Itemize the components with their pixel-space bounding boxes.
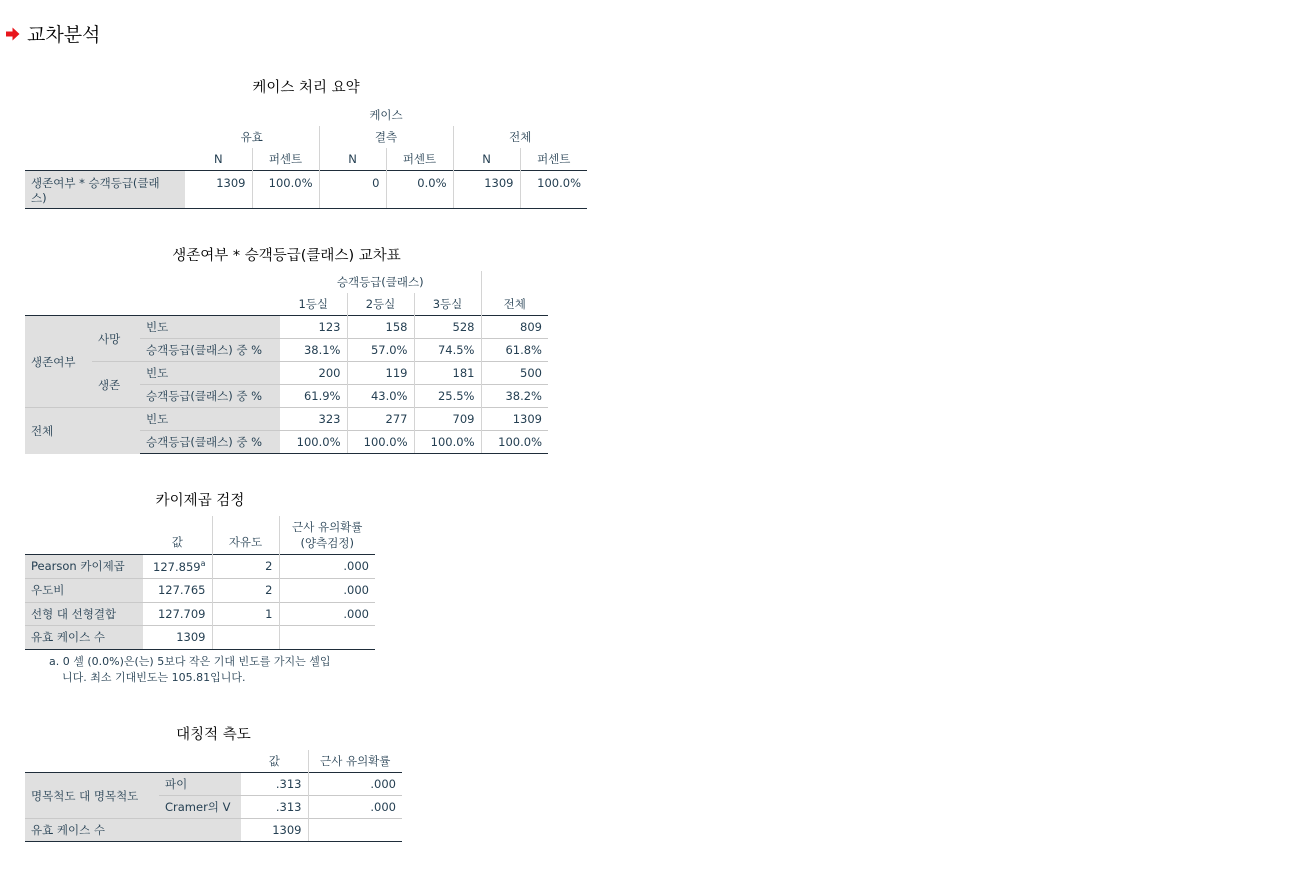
cell-value (279, 625, 375, 649)
cell-value: .313 (241, 796, 308, 819)
col-group-total: 전체 (453, 126, 587, 148)
table-row (25, 602, 375, 625)
row-label: 선형 대 선형결합 (25, 602, 143, 625)
row-label: 유효 케이스 수 (25, 625, 143, 649)
cell-value: 158 (347, 316, 414, 339)
table-row (25, 773, 402, 796)
case-summary-table (25, 104, 587, 209)
group-header-cases: 케이스 (369, 108, 403, 122)
chi-square-table (25, 516, 375, 650)
col-header: 1등실 (298, 297, 329, 311)
cell-value: 123 (280, 316, 347, 339)
row-label-cat: 생존 (92, 362, 140, 408)
row-label: 유효 케이스 수 (25, 819, 241, 842)
cell-value: .000 (308, 796, 402, 819)
table-row (25, 408, 548, 431)
right-arrow-icon (6, 27, 20, 41)
cell-value: 100.0% (347, 431, 414, 454)
cell-value: 100.0% (280, 431, 347, 454)
row-label: Pearson 카이제곱 (25, 554, 143, 578)
table4-title: 대칭적 측도 (176, 727, 251, 743)
cell-value: 57.0% (347, 339, 414, 362)
col-header-value: 값 (268, 754, 280, 768)
table-row (25, 819, 402, 842)
row-label-stat: 승객등급(클래스) 중 % (140, 385, 280, 408)
row-label-stat: 승객등급(클래스) 중 % (140, 431, 280, 454)
cell-value: 528 (414, 316, 481, 339)
table3-title: 카이제곱 검정 (155, 493, 245, 509)
cell-value: .000 (308, 773, 402, 796)
row-label: 우도비 (25, 578, 143, 602)
col-header-value: 값 (171, 534, 183, 549)
cell-value: 100.0% (520, 171, 587, 209)
row-label-stat: 빈도 (140, 408, 280, 431)
cell-value: 2 (212, 554, 279, 578)
cell-value: 100.0% (481, 431, 548, 454)
cell-value: 25.5% (414, 385, 481, 408)
cell-value: 1309 (185, 171, 252, 209)
cell-value: 127.765 (143, 578, 212, 602)
cell-value: 277 (347, 408, 414, 431)
cell-value: .000 (279, 554, 375, 578)
table2-title: 생존여부 * 승객등급(클래스) 교차표 (172, 248, 401, 264)
cell-value: 74.5% (414, 339, 481, 362)
cell-value: 1309 (453, 171, 520, 209)
col-group-valid: 유효 (240, 130, 263, 144)
cell-value: .000 (279, 602, 375, 625)
row-label-var: 생존여부 (25, 316, 92, 408)
cell-value: 1309 (143, 625, 212, 649)
cell-value: 127.709 (143, 602, 212, 625)
col-header: N (213, 152, 223, 166)
cell-value: 43.0% (347, 385, 414, 408)
cell-value: 1309 (481, 408, 548, 431)
table-row (25, 625, 375, 649)
cell-value: 500 (481, 362, 548, 385)
cell-value: 2 (212, 578, 279, 602)
row-label: 파이 (159, 773, 241, 796)
row-label-stat: 빈도 (140, 362, 280, 385)
cell-value (308, 819, 402, 842)
col-header: N (453, 148, 520, 171)
cell-value: 0.0% (386, 171, 453, 209)
table-row (25, 554, 375, 578)
row-label: Cramer의 V (159, 796, 241, 819)
row-label: 생존여부 * 승객등급(클래 스) (25, 171, 185, 209)
row-label-cat: 사망 (92, 316, 140, 362)
crosstab-table (25, 271, 548, 454)
cell-value: 38.2% (481, 385, 548, 408)
cell-value: .000 (279, 578, 375, 602)
col-header: 퍼센트 (520, 148, 587, 171)
col-header-sig: 근사 유의확률 (308, 750, 402, 773)
cell-value: 1 (212, 602, 279, 625)
col-header-df: 자유도 (212, 516, 279, 554)
cell-value: 127.859$^a$ (143, 554, 212, 578)
cell-value: 38.1% (280, 339, 347, 362)
cell-value: 61.9% (280, 385, 347, 408)
col-header: 퍼센트 (386, 148, 453, 171)
cell-value: .313 (241, 773, 308, 796)
cell-value: 809 (481, 316, 548, 339)
row-label-stat: 승객등급(클래스) 중 % (140, 339, 280, 362)
cell-value: 709 (414, 408, 481, 431)
col-group-missing: 결측 (319, 126, 453, 148)
row-label-stat: 빈도 (140, 316, 280, 339)
cell-value (212, 625, 279, 649)
col-header: 3등실 (414, 293, 481, 316)
cell-value: 119 (347, 362, 414, 385)
footnote: a. 0 셀 (0.0%)은(는) 5보다 작은 기대 빈도를 가지는 셀입 니다. 최소 기대빈도는 105.81입니다. (49, 655, 331, 684)
col-header: 전체 (481, 293, 548, 316)
cell-value: 323 (280, 408, 347, 431)
table1-title: 케이스 처리 요약 (252, 80, 360, 96)
cell-value: 100.0% (414, 431, 481, 454)
table-row (25, 578, 375, 602)
section-header[interactable] (6, 20, 100, 47)
table-row (25, 316, 548, 339)
col-header-sig: 근사 유의확률 (양측검정) (279, 516, 375, 554)
section-title: 교차분석 (27, 24, 101, 46)
symmetric-measures-table (25, 750, 402, 842)
cell-value: 200 (280, 362, 347, 385)
col-header: 2등실 (347, 293, 414, 316)
col-header: N (319, 148, 386, 171)
table-row (25, 171, 587, 209)
cell-value: 1309 (241, 819, 308, 842)
cell-value: 61.8% (481, 339, 548, 362)
cell-value: 0 (319, 171, 386, 209)
row-label-total: 전체 (25, 408, 140, 454)
cell-value: 100.0% (252, 171, 319, 209)
row-label-group: 명목척도 대 명목척도 (25, 773, 159, 819)
col-header: 퍼센트 (252, 148, 319, 171)
table-row (25, 362, 548, 385)
cell-value: 181 (414, 362, 481, 385)
group-header-class: 승객등급(클래스) (336, 275, 424, 289)
